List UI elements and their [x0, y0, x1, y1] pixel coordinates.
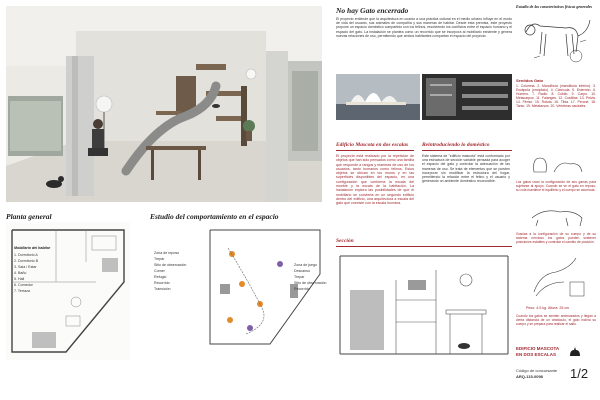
photo-opera-house	[336, 74, 420, 120]
behavior-label: Trepar	[294, 275, 305, 279]
behavior-label: Recorrido	[294, 287, 310, 291]
project-name-line1: EDIFICIO MASCOTA	[516, 346, 560, 351]
cat-silhouette-icon	[568, 346, 582, 358]
behavior-label: Zona de reposo	[154, 251, 180, 255]
section-title-planta: Planta general	[6, 212, 52, 221]
section-title-no-hay-gato: No hay Gato encerrado	[336, 6, 409, 15]
cat-skeleton-diagram	[516, 12, 596, 74]
legend-title: Mobiliario del habitar	[14, 246, 51, 250]
legend-item: 4. Baño	[14, 271, 27, 275]
title-rule	[336, 150, 414, 151]
behavior-labels-right	[294, 262, 330, 292]
section-title-domestico: Reintroduciendo lo doméstico	[422, 142, 490, 148]
sentidos-title: Sentidos Gato	[516, 78, 544, 83]
photo-interior	[422, 74, 512, 120]
behavior-label: Descanso	[294, 269, 310, 273]
behavior-label: Zona de juego	[294, 263, 317, 267]
edificio-paragraph: El proyecto está realizado por la repetición de objetos que han sido pensados como una familia que responde a rangos y maneras de uso de los usuarios, tanto humanos como felinos. Estos objetos se ubican en los muros y en las superficies disponibles del espacio, en una configuración que conforma la escala del mueble y la escala de la habitación. La instalación explora las posibilidades de que el mobiliario se convierta en un segundo edificio dentro del edificio, una arquitectura a escala del gato que coexiste con la escala humana.	[336, 154, 414, 206]
contestant-code: ARQ-115-0098	[516, 374, 543, 379]
section-title-estudio: Estudio de las características físicas generales	[516, 4, 593, 9]
behavior-label: Comer	[154, 269, 165, 273]
code-label: Código de concursante	[516, 368, 558, 373]
intro-paragraph: El proyecto entiende que la arquitectura en cuanto a una práctica cultural en el medio urbano influye en el modo de vida del usuario, sus animales de compañía y sus maneras de habitar. Desde esta premisa, este proyecto propone un espacio doméstico compartido con los felinos, resolviendo los conflictos entre el espacio humano y el espacio del gato. La instalación se plantea como un recorrido que se incorpora al mobiliario existente y genera nuevas relaciones de uso, permitiendo que ambos habitantes compartan el espacio del proyecto.	[336, 17, 512, 38]
project-name-line2: EN DOS ESCALAS	[516, 352, 557, 357]
note-salto: Cuando los gatos se sienten amenazados y llegan a cierta distancia de un obstáculo, el gato inclina su cuerpo y se prepara para realizar el salto.	[516, 314, 596, 326]
interior-render	[6, 6, 322, 202]
cat-sketch-walking	[526, 200, 590, 228]
note-sistema: Gracias a la configuración de su cuerpo y de su sistema nervioso los gatos pueden sostener posiciones estables y controlar el cambio de posición.	[516, 232, 596, 244]
legend-item: 3. Sala / Estar	[14, 265, 37, 269]
section-drawing	[336, 250, 512, 360]
behavior-label: Recorrido	[154, 281, 170, 285]
behavior-labels-left	[154, 250, 194, 292]
cat-measure-caption: Peso: 4-5 kg. Altura: 25 cm	[526, 306, 570, 310]
title-block	[516, 346, 596, 394]
section-title-edificio: Edificio Mascota en dos escalas	[336, 142, 409, 148]
legend-item: 7. Terraza	[14, 289, 30, 293]
behavior-label: Sitio de observación	[154, 263, 187, 267]
page-number: 1/2	[570, 366, 589, 381]
domestico-paragraph: Este sistema de "edificio mascota" está conformado por una estructura de sección variable pensada para acoger el espacio del gato y controlar la adecuación de las maneras de uso. Se trata de elementos que se pueden incorporar sin modificar la estructura del hogar, permitiendo la relación entre el felino y el usuario y generando un ambiente doméstico reconocible.	[422, 154, 510, 184]
behavior-diagram	[150, 224, 326, 360]
cat-sketch-jumping	[526, 252, 590, 300]
title-rule	[422, 150, 512, 151]
title-rule	[336, 246, 512, 247]
behavior-label: Transición	[154, 287, 171, 291]
note-garras: Los gatos usan la configuración de sus garras para sujetarse al apoyo. Cuando se ve el gato en reposo, su cola mantiene el equilibrio y el cuerpo se acomoda.	[516, 180, 596, 192]
sentidos-list: 1. Columna. 2. Mandíbula (mandíbula inferior). 3. Escápula (omóplato). 4. Clavícula. 5. Esternón. 6. Húmero. 7. Radio. 8. Cúbito. 9. Carpo. 10. Metacarpos. 11. Falanges. 12. Costillas. 13. Pelvis. 14. Fémur. 15. Rótula. 16. Tibia. 17. Peroné. 18. Tarso. 19. Metatarsos. 20. Vértebras caudales.	[516, 84, 596, 109]
legend-item: 5. Hall	[14, 277, 25, 281]
cat-sketch-sitting	[526, 152, 590, 176]
section-title-comportamiento: Estudio del comportamiento en el espacio	[150, 212, 279, 221]
legend-item: 6. Comedor	[14, 283, 33, 287]
behavior-label: Trepar	[154, 257, 165, 261]
behavior-label: Refugio	[154, 275, 167, 279]
floor-plan-legend	[14, 252, 54, 294]
section-title-seccion: Sección	[336, 238, 354, 244]
legend-item: 2. Dormitorio B	[14, 259, 38, 263]
legend-item: 1. Dormitorio A	[14, 253, 38, 257]
behavior-label: Sitio de observación	[294, 281, 327, 285]
